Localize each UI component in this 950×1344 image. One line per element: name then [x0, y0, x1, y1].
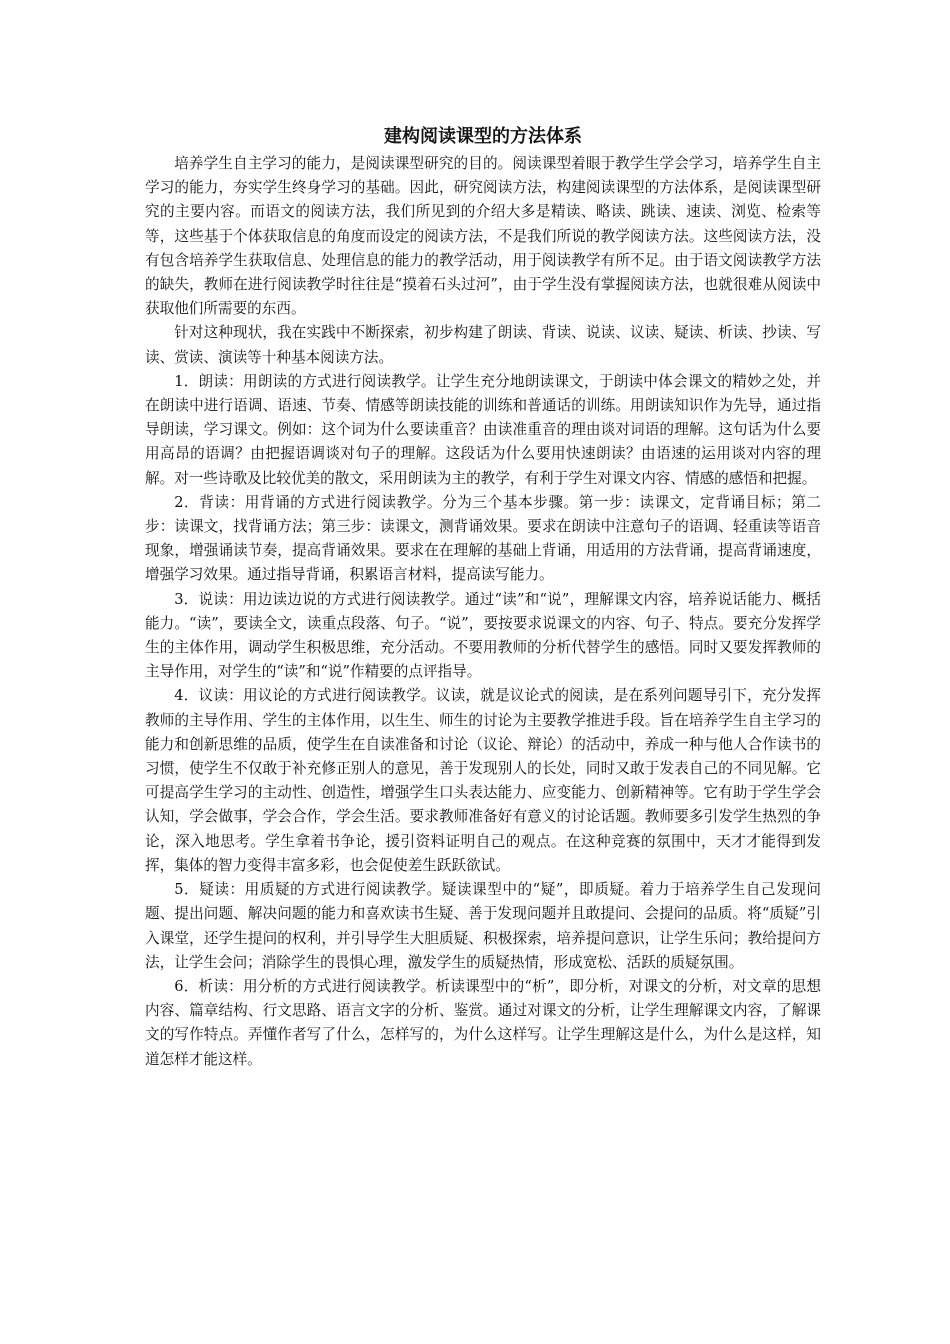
- paragraph-overview: 针对这种现状，我在实践中不断探索，初步构建了朗读、背读、说读、议读、疑读、析读、抄读、写读、赏读、演读等十种基本阅读方法。: [145, 324, 821, 366]
- paragraph-method-6-xidu: 6．析读：用分析的方式进行阅读教学。析读课型中的“析”，即分析，对课文的分析，对文章的思想内容、篇章结构、行文思路、语言文字的分析、鉴赏。通过对课文的分析，让学生理解课文内容，了解课文的写作特点。弄懂作者写了什么，怎样写的，为什么这样写。让学生理解这是什么，为什么是这样，知道怎样才能这样。: [145, 977, 821, 1068]
- paragraph-method-1-langdu: 1．朗读：用朗读的方式进行阅读教学。让学生充分地朗读课文，于朗读中体会课文的精妙之处，并在朗读中进行语调、语速、节奏、情感等朗读技能的训练和普通话的训练。用朗读知识作为先导，通过指导朗读，学习课文。例如：这个词为什么要读重音？由读准重音的理由谈对词语的理解。这句话为什么要用高昂的语调？由把握语调谈对句子的理解。这段话为什么要用快速朗读？由语速的运用谈对内容的理解。对一些诗歌及比较优美的散文，采用朗读为主的教学，有利于学生对课文内容、情感的感悟和把握。: [145, 372, 821, 487]
- paragraph-method-2-beidu: 2．背读：用背诵的方式进行阅读教学。分为三个基本步骤。第一步：读课文，定背诵目标；第二步：读课文，找背诵方法；第三步：读课文，测背诵效果。要求在朗读中注意句子的语调、轻重读等语音现象，增强诵读节奏，提高背诵效果。要求在在理解的基础上背诵，用适用的方法背诵，提高背诵速度，增强学习效果。通过指导背诵，积累语言材料，提高读写能力。: [145, 493, 821, 584]
- paragraph-method-3-shuodu: 3．说读：用边读边说的方式进行阅读教学。通过“读”和“说”，理解课文内容，培养说话能力、概括能力。“读”，要读全文，读重点段落、句子。“说”，要按要求说课文的内容、句子、特点。要充分发挥学生的主体作用，调动学生积极思维，充分活动。不要用教师的分析代替学生的感悟。同时又要发挥教师的主导作用，对学生的“读”和“说”作精要的点评指导。: [145, 590, 821, 681]
- paragraph-method-5-yidu-question: 5．疑读：用质疑的方式进行阅读教学。疑读课型中的“疑”，即质疑。着力于培养学生自己发现问题、提出问题、解决问题的能力和喜欢读书生疑、善于发现问题并且敢提问、会提问的品质。将“质疑”引入课堂，还学生提问的权利，并引导学生大胆质疑、积极探索，培养提问意识，让学生乐问；教给提问方法，让学生会问；消除学生的畏惧心理，激发学生的质疑热情，形成宽松、活跃的质疑氛围。: [145, 881, 821, 971]
- paragraph-intro: 培养学生自主学习的能力，是阅读课型研究的目的。阅读课型着眼于教学生学会学习，培养学生自主学习的能力，夯实学生终身学习的基础。因此，研究阅读方法，构建阅读课型的方法体系，是阅读课型研究的主要内容。而语文的阅读方法，我们所见到的介绍大多是精读、略读、跳读、速读、浏览、检索等等，这些基于个体获取信息的角度而设定的阅读方法，不是我们所说的教学阅读方法。这些阅读方法，没有包含培养学生获取信息、处理信息的能力的教学活动，用于阅读教学有所不足。由于语文阅读教学方法的缺失，教师在进行阅读教学时往往是“摸着石头过河”，由于学生没有掌握阅读方法，也就很难从阅读中获取他们所需要的东西。: [145, 155, 821, 318]
- paragraph-method-4-yidu: 4．议读：用议论的方式进行阅读教学。议读，就是议论式的阅读，是在系列问题导引下，充分发挥教师的主导作用、学生的主体作用，以生生、师生的讨论为主要教学推进手段。旨在培养学生自主学习的能力和创新思维的品质，使学生在自读准备和讨论（议论、辩论）的活动中，养成一种与他人合作读书的习惯，使学生不仅敢于补充修正别人的意见，善于发现别人的长处，同时又敢于发表自己的不同见解。它可提高学生学习的主动性、创造性，增强学生口头表达能力、应变能力、创新精神等。它有助于学生学会认知，学会做事，学会合作，学会生活。要求教师准备好有意义的讨论话题。教师要多引发学生热烈的争论，深入地思考。学生拿着书争论，援引资料证明自己的观点。在这种竞赛的氛围中，天才才能得到发挥，集体的智力变得丰富多彩，也会促使差生跃跃欲试。: [145, 687, 821, 874]
- document-title: 建构阅读课型的方法体系: [384, 126, 582, 147]
- document-page: [145, 122, 821, 1072]
